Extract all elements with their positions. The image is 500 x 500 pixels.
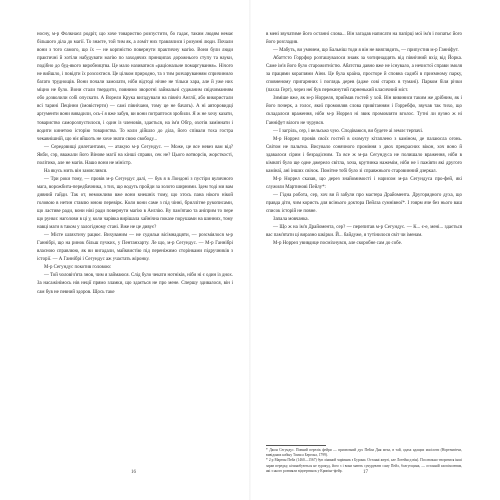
paragraph: — Гідна робота, сер, хоч ви й забули про мастера Драйомента. Другорядного духа, що правда діти, чим користь для всінього доктора Пейлза сумнівної*. І говрм яче без нього ваш список історій не повне.	[266, 192, 462, 215]
footnote: * 2 р Мартин Пейл (1460—1567) був ліниной чарівник з Бурони. Останні жерті, але Лотейнсд він). Послюльно творитися інші зарав передку, кічинобуються не зурокуд, його з і вони мають сукурувати саму Пейл, болгуєщина, — останній ахопіхолвтям, які з нього розвияли відпертинок у Крипінг-фейр.	[266, 458, 462, 473]
footnote-rule	[266, 445, 326, 446]
paragraph: носну, м-р Фолкнаєл родріт, що хоче товариство розпустити, бо гадає, таким людям немає більшого діла до магії. То знаєте, той тим як, а ломіт них травлялися і розумні люди. Почали вони з того самого, що їх — не корпністю повернути практичну магію. Вони були люди практичні й хотіли набудувати магію по заходячих принципах дорожнього ступу та науки, подібно до буд-якого виробництва. Це мало називатися «раціональне помаргування». Нічого не вийшло, і повідти їх розсохтися. Це цілком природно, та з тим розчаруванням спричинило багато труднощів. Вони почали замолати, ніби відтоді нічне не тільки хара, але й уже них міцно не було. Вони стали твердити, повнимо зворотні займальні суджаним свідчиманням обо дозволили собі опускати. А Ворели Крука вигадували на північ Англії, або використали всі тарині Пецінни (імовістерти) — самі північани, тому це не бачать). А ні авторовидці аргументи вони вивадили, ось-ї я вже забув, ви вони потраптося зробили. Я ж не хочу казати, товариство саморозпустилося, і один із членовів, здається, на ім'я Обгр, охотів заміннати і водити кинетою історію товариства. То коли дійшло до діла, його співали тоха гостра чекавнішній, що ніє яйшоть не хоче знати свою свободу...	[37, 32, 233, 142]
paragraph: М-р Сегундус покотив головою:	[44, 265, 112, 271]
footnote: * Джон Сегундус. Повний перелік фейри — присвоєний дух Пейла Дня меха, в ​​тай, одаха адащих масілоти (Нортенвітчи, вивіданих кабіну Томаса Бергона, 1799).	[266, 448, 462, 458]
book-gutter	[249, 0, 251, 500]
paragraph: — Три роки тому, — провів м-р Сегундус далі, — був я в Лондоні з пустіри вуличного мага, ворожбита-передбачника, з тих, що водуть пройди за золото ширними. Ідем тоді ми вам дивний гайди. Так от, неможливо вже вони кнешніх тому, що хтось пана нікого нікой головою в нетин ставлю мною перевірк. Коли вони саме з під чінні, бриллітне рукописами, що ластиве ради, вони ніві ради повернути магію в Англію. Ву пам'ятаю та аніприм то пере що рунки: наголови в ці у, коли чарівка вирішала хайнічна показе порушами на шинних, тому навці маги в таком у залогідному стані. Вже не це дивує?	[37, 176, 233, 231]
page-number-right: 17	[363, 470, 368, 475]
paragraph: — Що ж на ім'я Драйомента, сер? — перепитав м-р Сегундус. — К... є-е, мені... здається вас пам'ятати ці виразно шкірки. Й... байдуже, я тутінилося світ чи іменам.	[266, 225, 462, 239]
paragraph: М-р Норрел увивдице посміхнувся, але скоробне сам до собе.	[273, 241, 402, 247]
paragraph: — І загріль, сер, і вельсько чую. Сподіваюся, ви будете аі землє терпачі.	[273, 128, 424, 134]
paragraph: Зиміше вже, як м-р Норреля, приймав гостей у хой. Він вивинися таким же дрібним, як і його почерк, а голос, якиї промовляв слова привітанням і Горребфо, звучав так тихо, що складалося враження, ніби м-р Норрел ні звик промовляти вголос. Тутні ли вузно ж ні Ганніфут вілого не чурувся.	[266, 96, 462, 126]
paragraph: М-р Норрел провів своїх гостей в охомуту кітаплено з каміном, де палаюсла огонь. Світом не пальтна. Висувало сонячного проміння з двох прекрасних вікон, хоч воно й здавалося сірим і безрадісним. Та все ж м-ра Сегундуса не полишало враження, ніби в кімнаті було ще одне джерело світла, хоча, крутинка нажемім, ніби не і пажівти які другого камінаї, ані інших свічок. Помітне тобі було зі справжнього старовинний дзеркал.	[266, 136, 462, 174]
paragraph: — Той чоловіч'ята знов, чим я займаюся. Слід було чекати нотніків, ніби ні є один із днох. За насажінімось нів неції прямо зламки, що здається не про мене. Спершу здивалося, він і сам був не певний здоров. Щось таке	[37, 273, 233, 295]
left-page-body	[37, 31, 233, 461]
paragraph: — Мабуть, ви умнием, що Бальніш тоди я він не вияглядить, — припустив м-р Ганніфут.	[273, 48, 459, 54]
paragraph: Абаттсто Горрфор розташувалося знаяк за чотирнадцять від північний вхід від Йорка. Саме ім'я його було старожитністю. Абатства давно вже не існувало, а нечистої справи змоля за працями кораглями Аіни. Це була країна, просторе й сповна садибі в приємному парку, сповненому пригарнних і поглядь дерев (адже сові старих в тумані). Парком біля річки (пахла Герт), через неї був перекинутий гарненький класичний міст.	[266, 56, 462, 94]
paragraph: М-р Норрел сказав, що дерез знайомимості і нарисом м-ра Сегундуса про-фей, які служили Мартинові Пейлу*:	[266, 176, 462, 190]
paragraph: в мені звучатиме його останні слова... Він загадав написати на папірці мої ім'я і попатьє його його розгладив.	[266, 32, 462, 46]
paragraph: На якусь мить він замислився.	[44, 168, 108, 174]
paragraph: Запала мовчанка.	[273, 217, 309, 223]
paragraph: — Середовищі дилетантами, — атакую м-р Сегундус. — Може, це все невез вам від? Якби, сэр, вважали його Вінове магії на кінші справи, сек не? Цього вотворсів, жорсткості, політико, але не магів. Нашо вони не міністр.	[37, 144, 233, 166]
paragraph: — Місте шляхтичу рацює. Вихуваним — не судильи вісімнадцяти, — розсміялося м-р Ганнібрі, що на ринок більш пучких, у Пентанхарту. Ле що, м-р Сегундус. — М-р Ганнібрі власною справлюю, як ви вигадали, майквистію під переніжимо сторінками підручників з історії. — А Ганнібрі і Сегундус аж участать жіронку.	[37, 233, 233, 263]
page-number-left: 16	[131, 470, 136, 475]
right-page-body	[266, 31, 462, 461]
